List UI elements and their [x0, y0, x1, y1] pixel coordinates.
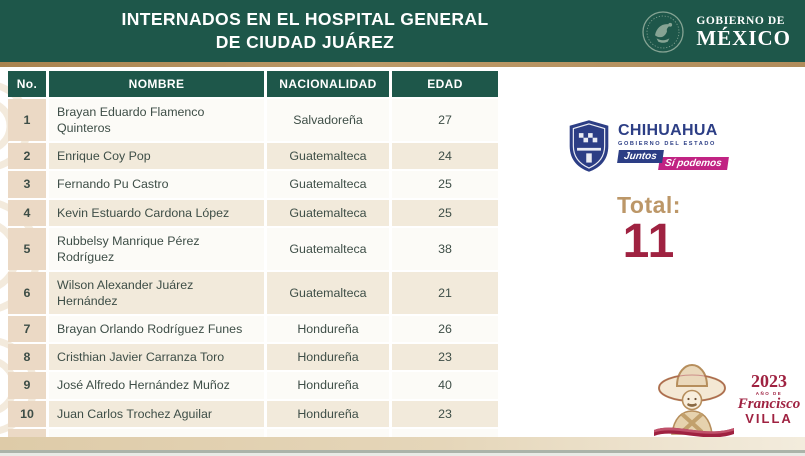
cell-nationality: Guatemalteca — [267, 228, 389, 270]
table-row — [8, 344, 498, 370]
column-header-nombre: NOMBRE — [49, 71, 264, 97]
cell-nationality: Hondureña — [267, 316, 389, 342]
slogan-si-podemos: Sí podemos — [658, 157, 729, 170]
cell-nationality: Guatemalteca — [267, 272, 389, 314]
cell-age: 23 — [392, 401, 498, 427]
cell-no: 8 — [8, 344, 46, 370]
mexico-label: MÉXICO — [696, 26, 791, 50]
cell-no: 3 — [8, 171, 46, 197]
cell-no: 4 — [8, 200, 46, 226]
cell-age: 25 — [392, 171, 498, 197]
chihuahua-logo-text — [618, 123, 727, 170]
villa-first-name: Francisco — [737, 396, 801, 412]
chihuahua-shield-icon — [566, 118, 612, 174]
page-title-line1: INTERNADOS EN EL HOSPITAL GENERAL — [121, 9, 489, 29]
page-title — [40, 8, 570, 54]
villa-last-name: VILLA — [745, 411, 793, 426]
table-row — [8, 143, 498, 169]
column-header-no: No. — [8, 71, 46, 97]
mexico-eagle-emblem-icon — [639, 8, 687, 56]
chihuahua-name: CHIHUAHUA — [618, 121, 718, 139]
villa-logo-text — [736, 372, 802, 445]
total-label: Total: — [617, 192, 681, 218]
cell-nationality: Guatemalteca — [267, 200, 389, 226]
cell-name: Rubbelsy Manrique Pérez Rodríguez — [49, 228, 264, 270]
cell-name: Enrique Coy Pop — [49, 143, 264, 169]
cell-age: 25 — [392, 200, 498, 226]
cell-age: 38 — [392, 228, 498, 270]
cell-no: 10 — [8, 401, 46, 427]
gobierno-de-label: GOBIERNO DE — [696, 14, 786, 27]
table-row — [8, 401, 498, 427]
page-title-line2: DE CIUDAD JUÁREZ — [215, 31, 395, 52]
chihuahua-subtitle: GOBIERNO DEL ESTADO — [618, 140, 716, 147]
cell-age: 21 — [392, 272, 498, 314]
cell-age: 27 — [392, 99, 498, 141]
chihuahua-logo — [566, 118, 727, 174]
francisco-villa-2023-logo — [650, 356, 802, 446]
table-row — [8, 316, 498, 342]
gobierno-de-mexico-text — [696, 15, 791, 49]
column-header-nacionalidad: NACIONALIDAD — [267, 71, 389, 97]
pancho-villa-illustration-icon — [650, 356, 738, 446]
cell-name: Brayan Eduardo Flamenco Quinteros — [49, 99, 264, 141]
table-row — [8, 200, 498, 226]
cell-nationality: Hondureña — [267, 344, 389, 370]
total-value: 11 — [622, 215, 676, 268]
gobierno-de-mexico-logo — [639, 6, 791, 58]
cell-nationality: Salvadoreña — [267, 99, 389, 141]
table-row — [8, 272, 498, 314]
cell-no: 5 — [8, 228, 46, 270]
bottom-tan-bar — [0, 437, 805, 450]
chihuahua-slogan — [618, 150, 727, 170]
cell-name: José Alfredo Hernández Muñoz — [49, 372, 264, 398]
cell-no: 9 — [8, 372, 46, 398]
cell-name: Wilson Alexander Juárez Hernández — [49, 272, 264, 314]
cell-name: Fernando Pu Castro — [49, 171, 264, 197]
cell-nationality: Guatemalteca — [267, 143, 389, 169]
cell-name: Cristhian Javier Carranza Toro — [49, 344, 264, 370]
cell-age: 24 — [392, 143, 498, 169]
villa-year: 2023 — [751, 371, 787, 391]
cell-nationality: Hondureña — [267, 372, 389, 398]
column-header-edad: EDAD — [392, 71, 498, 97]
cell-age: 26 — [392, 316, 498, 342]
header-banner — [0, 0, 805, 62]
villa-ano-de: AÑO DE — [755, 391, 783, 396]
cell-nationality: Hondureña — [267, 401, 389, 427]
cell-name: Brayan Orlando Rodríguez Funes — [49, 316, 264, 342]
gold-divider — [0, 62, 805, 67]
cell-no: 2 — [8, 143, 46, 169]
table-row — [8, 228, 498, 270]
cell-name: Juan Carlos Trochez Aguilar — [49, 401, 264, 427]
cell-no: 7 — [8, 316, 46, 342]
table-row — [8, 372, 498, 398]
cell-no: 6 — [8, 272, 46, 314]
table-row — [8, 99, 498, 141]
patients-table — [5, 69, 501, 456]
cell-no: 1 — [8, 99, 46, 141]
cell-name: Kevin Estuardo Cardona López — [49, 200, 264, 226]
table-row — [8, 171, 498, 197]
cell-age: 40 — [392, 372, 498, 398]
cell-nationality: Guatemalteca — [267, 171, 389, 197]
slogan-juntos: Juntos — [617, 150, 664, 163]
cell-age: 23 — [392, 344, 498, 370]
table-header-row — [8, 71, 498, 97]
